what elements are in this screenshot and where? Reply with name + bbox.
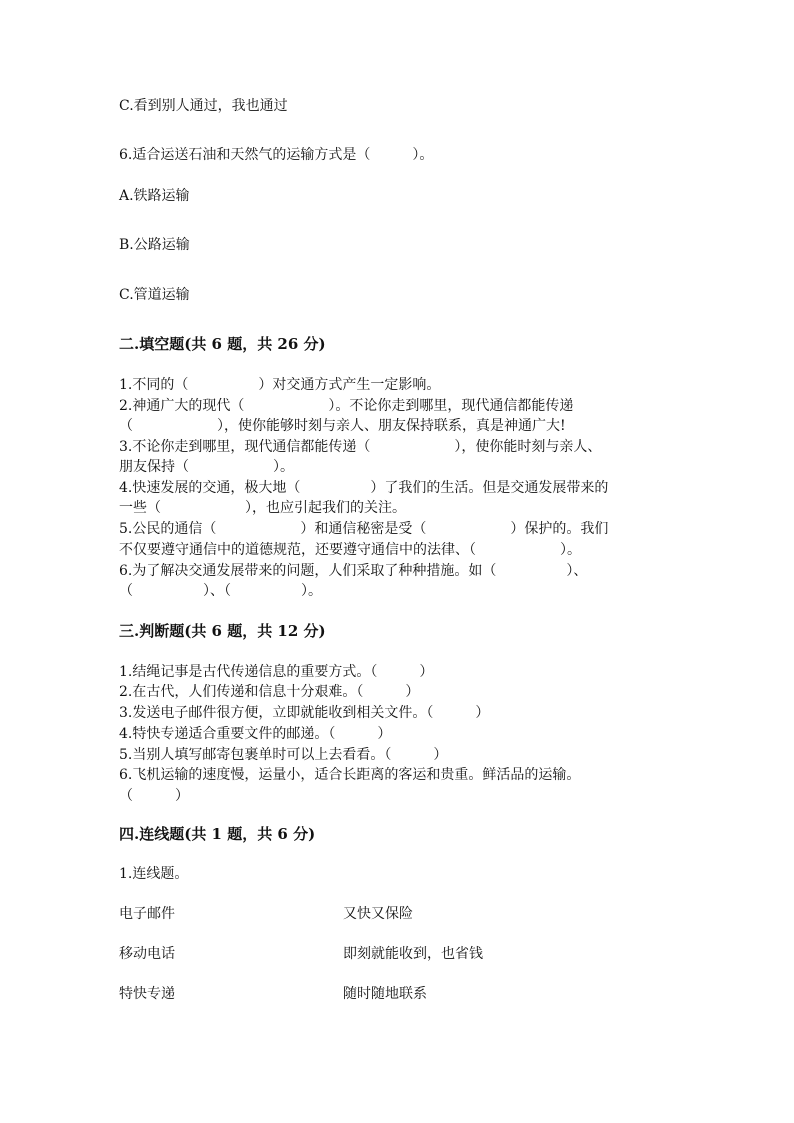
q6-option-a: A.铁路运输	[119, 188, 190, 204]
match-left-item: 特快专递	[119, 986, 175, 1002]
section2-line: 1.不同的（ ）对交通方式产生一定影响。	[119, 377, 441, 393]
section2-line: （ ）、（ ）。	[119, 583, 322, 599]
section4-title: 四.连线题(共 1 题，共 6 分)	[119, 825, 316, 843]
q6-stem: 6.适合运送石油和天然气的运输方式是（ ）。	[119, 147, 434, 163]
match-right-item: 即刻就能收到，也省钱	[343, 946, 483, 962]
q5-option-c: C.看到别人通过，我也通过	[119, 98, 288, 114]
section2-line: （ ），使你能够时刻与亲人、朋友保持联系，真是神通广大!	[119, 418, 566, 434]
q6-option-c: C.管道运输	[119, 287, 190, 303]
section2-line: 一些（ ），也应引起我们的关注。	[119, 500, 406, 516]
section2-line: 2.神通广大的现代（ ）。不论你走到哪里，现代通信都能传递	[119, 398, 574, 414]
section3-line: 3.发送电子邮件很方便，立即就能收到相关文件。（ ）	[119, 705, 490, 721]
match-right-item: 随时随地联系	[343, 986, 427, 1002]
section3-line: 1.结绳记事是古代传递信息的重要方式。（ ）	[119, 664, 434, 680]
match-left-item: 移动电话	[119, 946, 175, 962]
section2-line: 朋友保持（ ）。	[119, 459, 294, 475]
q6-option-b: B.公路运输	[119, 237, 190, 253]
section3-line: （ ）	[119, 788, 189, 804]
section3-line: 5.当别人填写邮寄包裹单时可以上去看看。（ ）	[119, 747, 448, 763]
match-left-item: 电子邮件	[119, 906, 175, 922]
match-right-item: 又快又保险	[343, 906, 413, 922]
section3-line: 6.飞机运输的速度慢，运量小，适合长距离的客运和贵重。鲜活品的运输。	[119, 767, 581, 783]
section2-line: 不仅要遵守通信中的道德规范，还要遵守通信中的法律、（ ）。	[119, 542, 581, 558]
section2-line: 4.快速发展的交通，极大地（ ）了我们的生活。但是交通发展带来的	[119, 480, 609, 496]
section2-line: 6.为了解决交通发展带来的问题，人们采取了种种措施。如（ ）、	[119, 563, 588, 579]
section3-title: 三.判断题(共 6 题，共 12 分)	[119, 622, 326, 640]
section2-title: 二.填空题(共 6 题，共 26 分)	[119, 335, 326, 353]
section2-line: 3.不论你走到哪里，现代通信都能传递（ ），使你能时刻与亲人、	[119, 439, 602, 455]
section3-line: 2.在古代，人们传递和信息十分艰难。（ ）	[119, 684, 420, 700]
section3-line: 4.特快专递适合重要文件的邮递。（ ）	[119, 726, 392, 742]
section2-line: 5.公民的通信（ ）和通信秘密是受（ ）保护的。我们	[119, 521, 609, 537]
section4-stem: 1.连线题。	[119, 866, 189, 882]
